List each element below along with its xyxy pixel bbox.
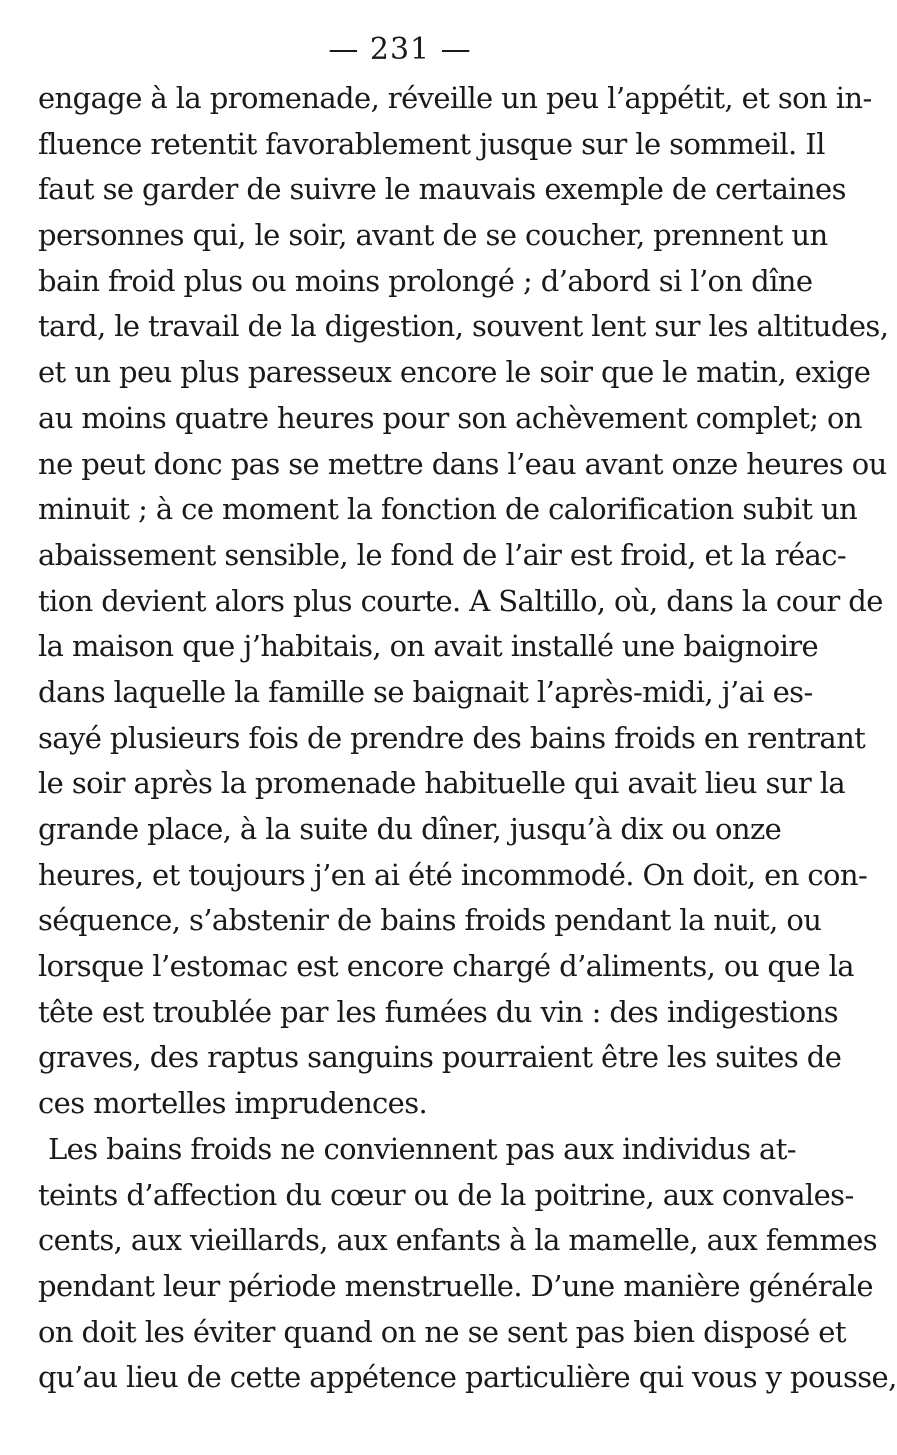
text-line: heures, et toujours j’en ai été incommodé. On doit, en con- — [38, 857, 868, 892]
text-line: dans laquelle la famille se baignait l’après-midi, j’ai es- — [38, 674, 813, 709]
body-text — [38, 76, 897, 1401]
text-line: et un peu plus paresseux encore le soir que le matin, exige — [38, 355, 871, 390]
text-line: graves, des raptus sanguins pourraient être les suites de — [38, 1040, 842, 1075]
text-line: cents, aux vieillards, aux enfants à la mamelle, aux femmes — [38, 1223, 878, 1258]
text-line: teints d’affection du cœur ou de la poitrine, aux convales- — [38, 1177, 854, 1212]
text-line: le soir après la promenade habituelle qui avait lieu sur la — [38, 766, 846, 801]
text-line: séquence, s’abstenir de bains froids pendant la nuit, ou — [38, 903, 822, 938]
text-line: personnes qui, le soir, avant de se coucher, prennent un — [38, 218, 828, 253]
text-line: qu’au lieu de cette appétence particulière qui vous y pousse, — [38, 1360, 897, 1395]
text-line: fluence retentit favorablement jusque sur le sommeil. Il — [38, 126, 825, 161]
text-line: tard, le travail de la digestion, souvent lent sur les altitudes, — [38, 309, 889, 344]
text-line: bain froid plus ou moins prolongé ; d’abord si l’on dîne — [38, 263, 813, 298]
text-line: sayé plusieurs fois de prendre des bains froids en rentrant — [38, 720, 866, 755]
text-line: tion devient alors plus courte. A Saltillo, où, dans la cour de — [38, 583, 883, 618]
text-line: ne peut donc pas se mettre dans l’eau avant onze heures ou — [38, 446, 887, 481]
text-line: faut se garder de suivre le mauvais exemple de certaines — [38, 172, 846, 207]
text-line: pendant leur période menstruelle. D’une manière générale — [38, 1268, 873, 1303]
text-line: engage à la promenade, réveille un peu l’appétit, et son in- — [38, 81, 872, 115]
text-line: la maison que j’habitais, on avait installé une baignoire — [38, 629, 819, 664]
text-line: abaissement sensible, le fond de l’air est froid, et la réac- — [38, 537, 847, 572]
paragraph-start-line: Les bains froids ne conviennent pas aux individus at- — [48, 1131, 796, 1166]
page-number: — 231 — — [328, 32, 472, 67]
paragraph-end-line: ces mortelles imprudences. — [38, 1086, 428, 1121]
text-line: minuit ; à ce moment la fonction de calorification subit un — [38, 492, 858, 527]
text-line: lorsque l’estomac est encore chargé d’aliments, ou que la — [38, 949, 854, 984]
text-line: on doit les éviter quand on ne se sent pas bien disposé et — [38, 1314, 846, 1349]
text-line: tête est troublée par les fumées du vin : des indigestions — [38, 994, 838, 1029]
text-line: au moins quatre heures pour son achèvement complet; on — [38, 400, 862, 435]
text-line: grande place, à la suite du dîner, jusqu’à dix ou onze — [38, 812, 782, 846]
